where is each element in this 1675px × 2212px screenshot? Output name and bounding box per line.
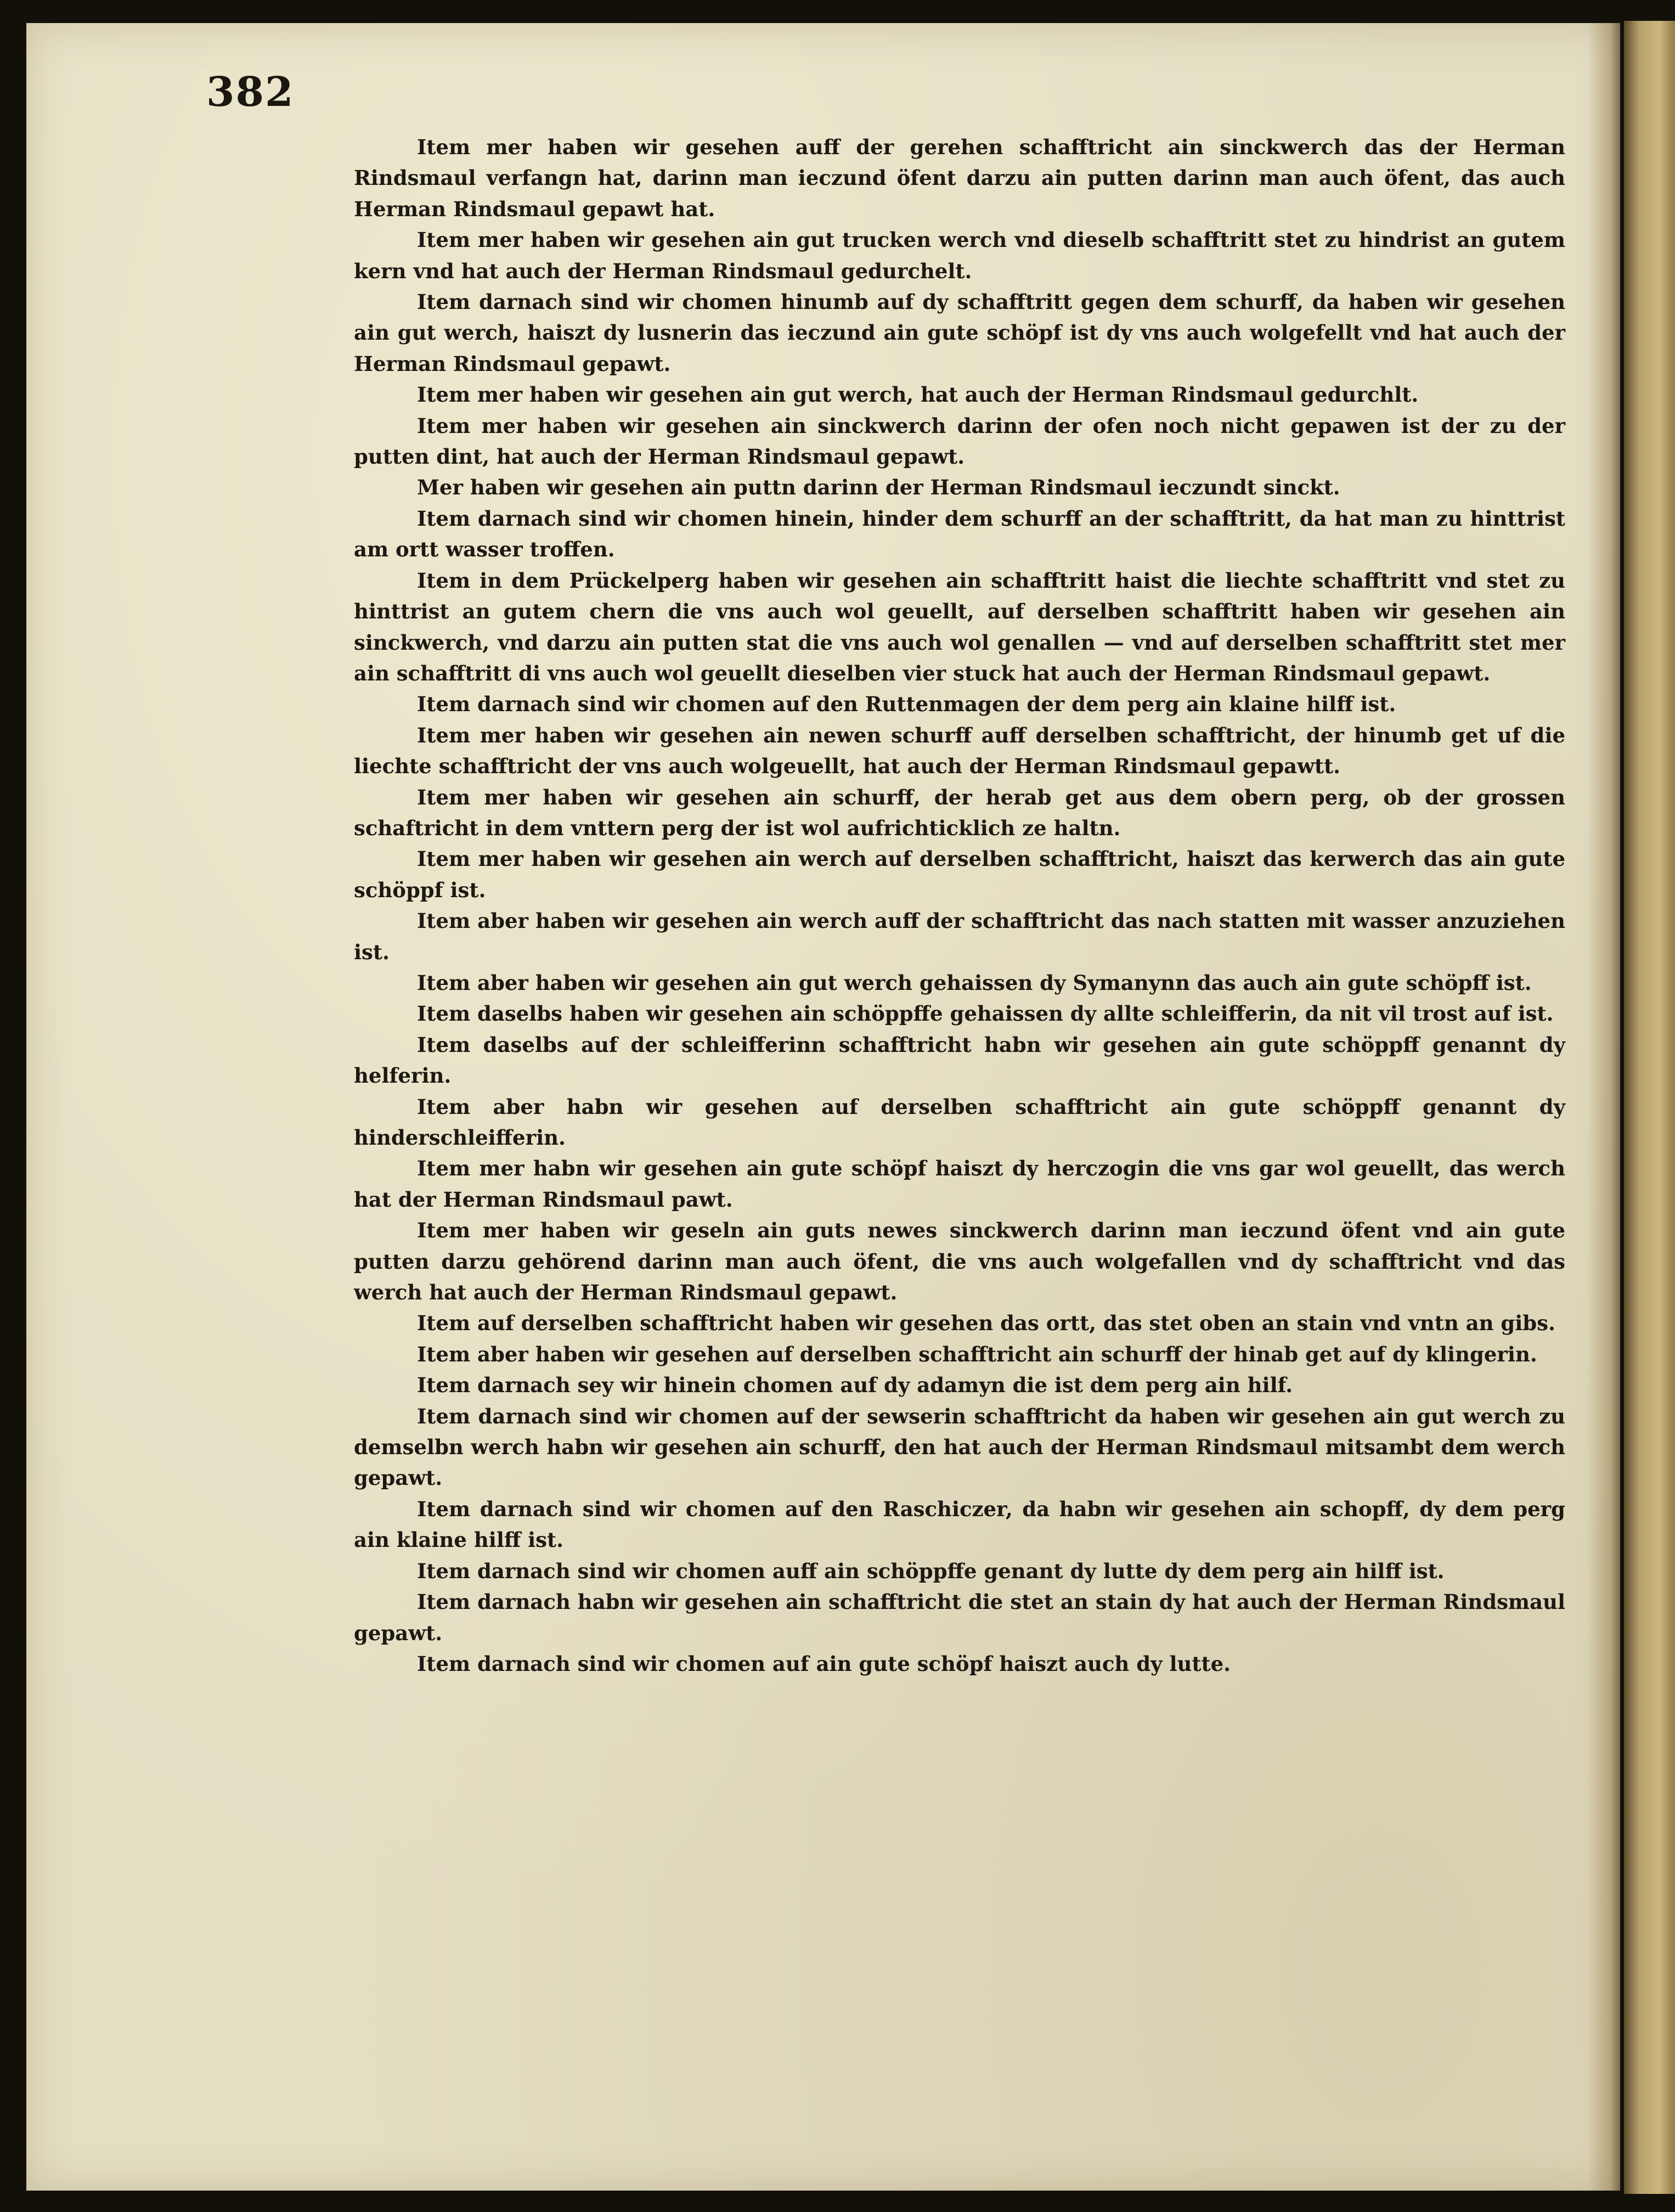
paragraph: Item darnach sind wir chomen auf der sewserin schafftricht da haben wir gesehen ain gut werch zu demselbn werch habn wir gesehen ain schurff, den hat auch der Herman Rindsmaul mitsambt dem werch gepawt. xyxy=(354,1404,1565,1490)
paragraph: Item mer haben wir gesehen ain werch auf derselben schafftricht, haiszt das kerwerch das ain gute schöppf ist. xyxy=(354,847,1565,902)
paragraph: Item daselbs auf der schleifferinn schafftricht habn wir gesehen ain gute schöppff genannt dy helferin. xyxy=(354,1032,1565,1088)
paragraph: Item aber haben wir gesehen auf derselben schafftricht ain schurff der hinab get auf dy klingerin. xyxy=(417,1342,1537,1366)
paragraph: Item darnach sind wir chomen auf den Raschiczer, da habn wir gesehen ain schopff, dy dem perg ain klaine hilff ist. xyxy=(354,1496,1565,1552)
paragraph: Item auf derselben schafftricht haben wir gesehen das ortt, das stet oben an stain vnd vntn an gibs. xyxy=(417,1311,1555,1336)
paragraph: Item darnach sind wir chomen hinein, hinder dem schurff an der schafftritt, da hat man zu hinttrist am ortt wasser troffen. xyxy=(354,506,1565,562)
body-text xyxy=(354,132,1565,1679)
paragraph: Item daselbs haben wir gesehen ain schöppffe gehaissen dy allte schleifferin, da nit vil trost auf ist. xyxy=(417,1001,1554,1026)
paragraph: Item aber haben wir gesehen ain werch auff der schafftricht das nach statten mit wasser anzuziehen ist. xyxy=(354,909,1565,964)
paragraph: Item aber habn wir gesehen auf derselben schafftricht ain gute schöppff genannt dy hinderschleifferin. xyxy=(354,1094,1565,1150)
adjacent-page-edge xyxy=(1624,21,1675,2194)
paragraph: Item mer haben wir gesehen ain newen schurff auff derselben schafftricht, der hinumb get uf die liechte schafftricht der vns auch wolgeuellt, hat auch der Herman Rindsmaul gepawtt. xyxy=(354,723,1565,779)
paragraph: Item mer haben wir gesehen auff der gerehen schafftricht ain sinckwerch das der Herman Rindsmaul verfangn hat, darinn man ieczund öfent darzu ain putten darinn man auch öfent, das auch Herman Rindsmaul gepawt hat. xyxy=(354,135,1565,221)
paragraph: Item darnach sind wir chomen auff ain schöppffe genant dy lutte dy dem perg ain hilff ist. xyxy=(417,1558,1445,1583)
paragraph: Item mer haben wir gesehen ain schurff, der herab get aus dem obern perg, ob der grossen schaftricht in dem vnttern perg der ist wol aufrichticklich ze haltn. xyxy=(354,785,1565,840)
paragraph: Item mer haben wir gesehen ain gut werch, hat auch der Herman Rindsmaul gedurchlt. xyxy=(417,382,1419,407)
paragraph: Item darnach sind wir chomen auf ain gute schöpf haiszt auch dy lutte. xyxy=(417,1651,1231,1676)
paragraph: Item darnach sind wir chomen auf den Ruttenmagen der dem perg ain klaine hilff ist. xyxy=(417,692,1396,717)
paragraph: Item mer habn wir gesehen ain gute schöpf haiszt dy herczogin die vns gar wol geuellt, das werch hat der Herman Rindsmaul pawt. xyxy=(354,1156,1565,1212)
paragraph: Item aber haben wir gesehen ain gut werch gehaissen dy Symanynn das auch ain gute schöpff ist. xyxy=(417,970,1532,995)
page-gutter-shadow xyxy=(1587,23,1620,2191)
page-number: 382 xyxy=(206,69,295,116)
paragraph: Item mer haben wir gesehen ain sinckwerch darinn der ofen noch nicht gepawen ist der zu der putten dint, hat auch der Herman Rindsmaul gepawt. xyxy=(354,413,1565,469)
paragraph: Item in dem Prückelperg haben wir gesehen ain schafftritt haist die liechte schafftritt vnd stet zu hinttrist an gutem chern die vns auch wol geuellt, auf derselben schafftritt haben wir gesehen ain sinckwerch, vnd darzu ain putten stat die vns auch wol genallen — vnd auf derselben schafftritt stet mer ain schafftritt di vns auch wol geuellt dieselben vier stuck hat auch der Herman Rindsmaul gepawt. xyxy=(354,568,1565,685)
paragraph: Item darnach sey wir hinein chomen auf dy adamyn die ist dem perg ain hilf. xyxy=(417,1373,1293,1398)
paragraph: Item darnach habn wir gesehen ain schafftricht die stet an stain dy hat auch der Herman Rindsmaul gepawt. xyxy=(354,1590,1565,1645)
paragraph: Item mer haben wir gesehen ain gut trucken werch vnd dieselb schafftritt stet zu hindrist an gutem kern vnd hat auch der Herman Rindsmaul gedurchelt. xyxy=(354,228,1565,283)
paragraph: Mer haben wir gesehen ain puttn darinn der Herman Rindsmaul ieczundt sinckt. xyxy=(417,475,1340,500)
paragraph: Item mer haben wir geseln ain guts newes sinckwerch darinn man ieczund öfent vnd ain gute putten darzu gehörend darinn man auch öfent, die vns auch wolgefallen vnd dy schafftricht vnd das werch hat auch der Herman Rindsmaul gepawt. xyxy=(354,1218,1565,1305)
paragraph: Item darnach sind wir chomen hinumb auf dy schafftritt gegen dem schurff, da haben wir gesehen ain gut werch, haiszt dy lusnerin das ieczund ain gute schöpf ist dy vns auch wolgefellt vnd hat auch der Herman Rindsmaul gepawt. xyxy=(354,290,1565,376)
